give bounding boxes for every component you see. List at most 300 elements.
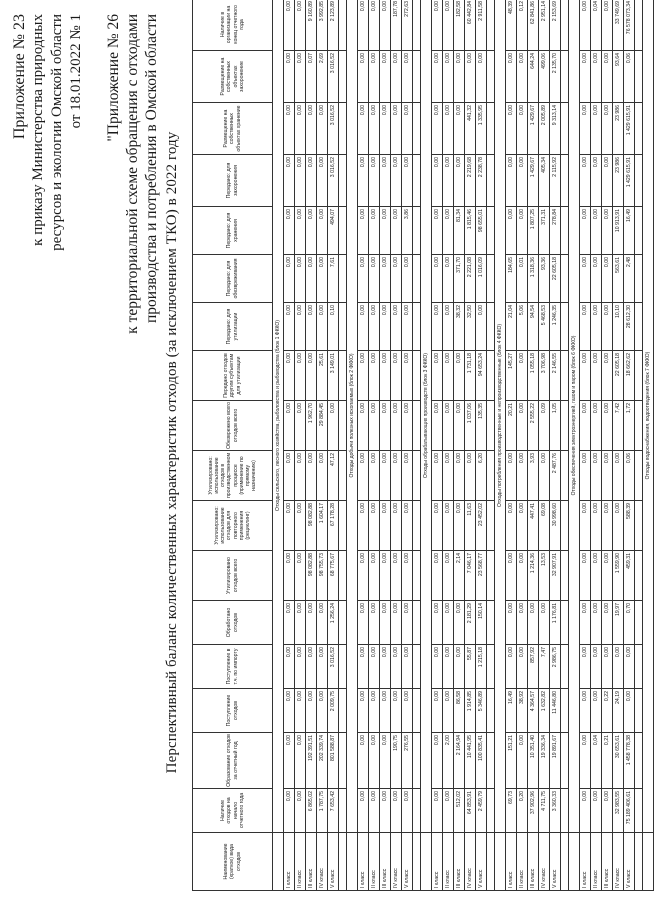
table-cell: 11,63 [465,501,476,551]
table-row [432,0,443,891]
section-header-row [347,0,358,891]
table-cell: 1 815,46 [465,207,476,255]
table-cell: 98 755,73 [317,551,328,601]
table-cell: 0,00 [517,551,528,601]
table-cell: 0,00 [284,689,295,733]
table-cell: 0,00 [358,303,369,351]
gap-cell [413,351,421,401]
column-header: Утилизировано: использование отходов в производственном процессе (применение по прямому назначению) [193,451,273,501]
table-cell: 0,00 [517,401,528,451]
table-cell: 371,31 [539,207,550,255]
gap-cell [487,501,495,551]
gap-cell [487,551,495,601]
gap-cell [339,207,347,255]
table-cell: 0,00 [317,303,328,351]
table-row [580,0,591,891]
table-cell: 0,00 [454,155,465,207]
table-cell: 512,02 [454,789,465,833]
table-cell: 0,00 [432,733,443,789]
table-cell: 0,00 [402,51,413,103]
hazard-class-label: III класс [528,833,539,891]
table-cell: 371,70 [454,255,465,303]
table-row [539,0,550,891]
table-row [454,0,465,891]
table-cell: 0,00 [380,501,391,551]
table-cell: 1 429 615,91 [624,103,635,155]
table-cell: 0,00 [295,51,306,103]
table-row [528,0,539,891]
table-cell: 0,00 [517,207,528,255]
table-cell: 0,00 [443,601,454,645]
table-cell: 0,00 [602,303,613,351]
column-header: Размещение на собственных объектах захоронение [193,51,273,103]
table-cell: 0,00 [284,0,295,51]
table-cell: 1 335,95 [476,103,487,155]
table-cell: 0,00 [432,351,443,401]
table-cell: 0,00 [380,451,391,501]
gap-cell [487,689,495,733]
table-cell: 10 441,95 [465,733,476,789]
gap-cell [487,733,495,789]
table-cell: 2,48 [624,255,635,303]
table-cell: 0,00 [306,303,317,351]
table-cell: 55,87 [465,645,476,689]
table-cell: 0,00 [454,645,465,689]
table-cell: 0,00 [602,451,613,501]
table-cell: 2 487,76 [550,451,561,501]
table-cell: 1 214,36 [528,551,539,601]
section-header-row [273,0,284,891]
table-cell: 0,00 [580,501,591,551]
table-cell: 0,00 [369,789,380,833]
table-cell: 0,01 [517,255,528,303]
hazard-class-label: V класс [624,833,635,891]
table-cell: 0,00 [391,789,402,833]
table-cell: 184,65 [506,255,517,303]
table-cell: 0,00 [506,51,517,103]
table-cell: 23 986 [613,155,624,207]
table-cell: 588,39 [624,501,635,551]
table-cell: 459,31 [624,551,635,601]
table-cell: 0,00 [295,501,306,551]
table-cell: 2 219,68 [465,155,476,207]
hazard-class-label: IV класс [613,833,624,891]
hazard-class-label: IV класс [465,833,476,891]
gap-cell [487,401,495,451]
appendix-26-header [104,14,161,334]
hazard-class-label: I класс [284,833,295,891]
table-cell: 0,00 [402,401,413,451]
table-cell: 98 082,88 [306,501,317,551]
gap-cell [561,833,569,891]
table-cell: 0,00 [580,601,591,645]
table-cell: 0,00 [506,551,517,601]
table-cell: 7,47 [539,645,550,689]
table-cell: 0,00 [476,303,487,351]
table-cell: 0,00 [402,789,413,833]
table-cell: 0,06 [624,51,635,103]
table-cell: 0,00 [454,451,465,501]
table-cell: 4 711,75 [539,789,550,833]
gap-cell [487,51,495,103]
table-cell: 0,00 [580,351,591,401]
gap-cell [561,645,569,689]
table-cell: 0,00 [432,51,443,103]
table-cell: 0,00 [602,401,613,451]
table-cell: 2 221,08 [465,255,476,303]
table-cell: 0,00 [380,689,391,733]
table-cell: 0,00 [284,789,295,833]
table-cell: 2,00 [443,733,454,789]
table-cell: 0,00 [432,155,443,207]
hazard-class-label: I класс [432,833,443,891]
waste-balance-table [192,0,654,891]
table-cell: 0,00 [284,103,295,155]
gap-cell [413,451,421,501]
gap-cell [413,601,421,645]
table-cell: 0,00 [443,155,454,207]
gap-cell [413,501,421,551]
table-cell: 0,00 [443,789,454,833]
table-cell: 0,00 [402,451,413,501]
gap-cell [487,833,495,891]
table-cell: 30 653,61 [613,733,624,789]
table-cell: 0,00 [506,207,517,255]
table-cell: 1 962,70 [306,401,317,451]
table-cell: 0,00 [380,255,391,303]
gap-cell [487,645,495,689]
table-row [380,0,391,891]
table-cell: 19 891,67 [550,733,561,789]
column-header: Передано отходов другим субъектам для утилизации [193,351,273,401]
table-cell: 18 662,62 [624,351,635,401]
gap-cell [635,789,643,833]
table-cell: 0,00 [402,351,413,401]
table-cell: 0,00 [369,551,380,601]
table-cell: 0,00 [476,51,487,103]
gap-cell [413,51,421,103]
table-cell: 0,00 [380,601,391,645]
table-cell: 0,00 [402,303,413,351]
table-cell: 7,61 [328,255,339,303]
gap-cell [561,501,569,551]
table-cell: 0,00 [432,689,443,733]
table-row [591,0,602,891]
table-cell: 190,75 [391,733,402,789]
table-cell: 0,00 [358,501,369,551]
table-cell: 494,07 [328,207,339,255]
table-row [624,0,635,891]
hazard-class-label: I класс [358,833,369,891]
gap-cell [635,451,643,501]
hazard-class-label: III класс [602,833,613,891]
table-cell: 0,00 [284,303,295,351]
table-cell: 0,00 [306,601,317,645]
appendix-23-line-3: ресурсов и экологии Омской области [49,14,65,251]
table-cell: 0,00 [454,501,465,551]
table-cell: 1 914,85 [465,689,476,733]
gap-cell [561,351,569,401]
table-cell: 0,00 [391,551,402,601]
section-gap-row [413,0,421,891]
table-cell: 0,00 [295,303,306,351]
table-cell: 0,00 [591,207,602,255]
table-cell: 0,00 [613,645,624,689]
table-cell: 0,00 [358,255,369,303]
table-cell: 0,04 [591,733,602,789]
table-cell: 0,00 [391,689,402,733]
table-cell: 0,00 [317,689,328,733]
column-header: Обезврежено всего отходов всего [193,401,273,451]
column-header: Передано: для утилизации [193,303,273,351]
hazard-class-label: II класс [369,833,380,891]
table-cell: 2 115,92 [550,155,561,207]
table-cell: 0,00 [443,51,454,103]
table-cell: 1 256,24 [328,601,339,645]
table-cell: 0,00 [591,689,602,733]
table-cell: 0,00 [369,689,380,733]
table-cell: 13,53 [539,551,550,601]
table-row [295,0,306,891]
column-header: Образование отходов за отчетный год [193,733,273,789]
table-cell: 0,00 [284,255,295,303]
hazard-class-label: III класс [380,833,391,891]
table-cell: 0,00 [295,351,306,401]
table-cell: 0,00 [591,303,602,351]
hazard-class-label: II класс [517,833,528,891]
gap-cell [635,601,643,645]
table-cell: 0,00 [295,103,306,155]
table-cell: 33 749,69 [613,0,624,51]
table-cell: 563,61 [613,255,624,303]
table-cell: 29 884,45 [317,401,328,451]
table-cell: 0,00 [454,401,465,451]
table-cell: 0,00 [454,103,465,155]
gap-cell [635,51,643,103]
hazard-class-label: III класс [454,833,465,891]
appendix-23-header [10,14,86,251]
table-cell: 0,00 [591,351,602,401]
gap-cell [561,155,569,207]
hazard-class-label: IV класс [317,833,328,891]
table-cell: 1 215,18 [476,645,487,689]
table-cell: 0,00 [284,501,295,551]
section-title: Отходы сельского, лесного хозяйства, рыболовства и рыбоводства (блок 1 ФККО) [273,0,284,833]
section-gap-row [635,0,643,891]
table-cell: 0,00 [391,451,402,501]
section-title: Отходы потребления производственные и непроизводственные (блок 4 ФККО) [495,0,506,833]
table-cell: 0,00 [380,789,391,833]
table-cell: 0,00 [380,401,391,451]
section-spacer-cell [421,833,432,891]
table-cell: 0,00 [580,155,591,207]
table-cell: 0,00 [517,103,528,155]
table-cell: 0,00 [602,207,613,255]
table-cell: 3,86 [402,207,413,255]
table-cell: 1 429,67 [528,155,539,207]
table-cell: 187,78 [391,0,402,51]
gap-cell [561,551,569,601]
table-cell: 1 632,82 [539,689,550,733]
column-header: Размещение на собственных объектах хранение [193,103,273,155]
table-cell: 7 046,17 [465,551,476,601]
gap-cell [339,303,347,351]
table-cell: 0,00 [358,51,369,103]
table-row [506,0,517,891]
hazard-class-label: III класс [306,833,317,891]
gap-cell [635,0,643,51]
table-cell: 94,54 [528,303,539,351]
table-cell: 0,00 [284,51,295,103]
table-cell: 0,00 [402,501,413,551]
hazard-class-label: V класс [328,833,339,891]
table-cell: 0,00 [380,303,391,351]
table-cell: 0,00 [580,103,591,155]
table-cell: 47,12 [328,451,339,501]
table-cell: 0,00 [306,255,317,303]
gap-cell [487,207,495,255]
table-cell: 0,00 [402,103,413,155]
section-header-row [421,0,432,891]
gap-cell [339,551,347,601]
table-cell: 32,50 [465,303,476,351]
gap-cell [413,551,421,601]
table-row [465,0,476,891]
table-cell: 0,00 [432,551,443,601]
table-cell: 0,00 [402,645,413,689]
table-cell: 0,00 [369,0,380,51]
table-cell: 0,00 [580,551,591,601]
table-header-row [193,0,273,891]
gap-cell [413,789,421,833]
table-cell: 67 178,28 [328,501,339,551]
gap-cell [561,51,569,103]
column-header: Обработано отходов [193,601,273,645]
table-cell: 86,58 [454,689,465,733]
table-cell: 3 016,52 [328,645,339,689]
table-cell: 0,70 [624,601,635,645]
table-cell: 0,00 [391,303,402,351]
table-cell: 1 429,67 [528,103,539,155]
gap-cell [561,689,569,733]
table-cell: 0,00 [295,601,306,645]
table-cell: 0,00 [432,207,443,255]
table-cell: 0,00 [358,451,369,501]
gap-cell [487,155,495,207]
hazard-class-label: V класс [476,833,487,891]
table-cell: 0,00 [432,501,443,551]
table-cell: 3 016,52 [328,155,339,207]
table-cell: 0,00 [602,0,613,51]
table-cell: 0,00 [380,551,391,601]
table-cell: 0,00 [284,601,295,645]
table-cell: 0,00 [432,255,443,303]
table-cell: 0,00 [306,351,317,401]
section-title: Отходы водоснабжения, водоотведения (блок 7 ФККО) [643,0,654,833]
table-cell: 1 318,36 [528,255,539,303]
table-cell: 3 149,01 [328,351,339,401]
table-cell: 0,00 [295,789,306,833]
table-cell: 3 360,33 [550,789,561,833]
table-cell: 192 391,51 [306,733,317,789]
table-cell: 0,00 [284,551,295,601]
table-cell: 2 164,94 [454,733,465,789]
table-cell: 93,64 [613,51,624,103]
table-cell: 0,00 [369,155,380,207]
table-cell: 2 986,75 [550,645,561,689]
gap-cell [339,733,347,789]
table-row [602,0,613,891]
table-cell: 0,00 [454,351,465,401]
gap-cell [635,103,643,155]
table-cell: 0,00 [380,155,391,207]
table-row [358,0,369,891]
gap-cell [487,451,495,501]
table-cell: 0,00 [443,255,454,303]
table-cell: 0,00 [517,601,528,645]
table-cell: 0,00 [295,0,306,51]
table-row [391,0,402,891]
table-cell: 98 655,01 [476,207,487,255]
table-cell: 0,00 [528,601,539,645]
table-cell: 0,00 [602,351,613,401]
table-cell: 0,00 [391,351,402,401]
gap-cell [561,207,569,255]
gap-cell [635,255,643,303]
table-cell: 0,00 [506,645,517,689]
appendix-26-line-3: производства и потребления в Омской области [143,14,160,324]
table-row [443,0,454,891]
table-cell: 0,00 [580,303,591,351]
gap-cell [339,401,347,451]
table-cell: 5 468,53 [539,303,550,351]
table-cell: 0,00 [602,645,613,689]
table-cell: 0,00 [380,51,391,103]
table-cell: 28 612,30 [624,303,635,351]
table-cell: 0,00 [369,451,380,501]
gap-cell [561,303,569,351]
column-header: Поступление отходов [193,689,273,733]
table-cell: 0,00 [295,645,306,689]
table-cell: 0,00 [317,451,328,501]
table-row [476,0,487,891]
table-cell: 1 016,09 [476,255,487,303]
table-cell: 0,00 [580,789,591,833]
table-cell: 0,00 [465,51,476,103]
table-cell: 0,00 [591,501,602,551]
gap-cell [413,689,421,733]
gap-cell [561,789,569,833]
gap-cell [635,401,643,451]
table-cell: 5,06 [517,303,528,351]
gap-cell [339,255,347,303]
table-cell: 30 998,60 [550,501,561,551]
table-cell: 0,00 [391,645,402,689]
column-header: Утилизировано отходов всего [193,551,273,601]
table-cell: 10 351,40 [528,733,539,789]
gap-cell [339,689,347,733]
section-gap-row [487,0,495,891]
section-header-row [643,0,654,891]
table-cell: 0,00 [443,551,454,601]
table-cell: 20,21 [506,401,517,451]
gap-cell [339,103,347,155]
table-cell: 0,00 [517,351,528,401]
table-cell: 0,00 [402,551,413,601]
table-cell: 4 364,57 [528,689,539,733]
table-cell: 23 568,77 [476,551,487,601]
section-header-row [495,0,506,891]
